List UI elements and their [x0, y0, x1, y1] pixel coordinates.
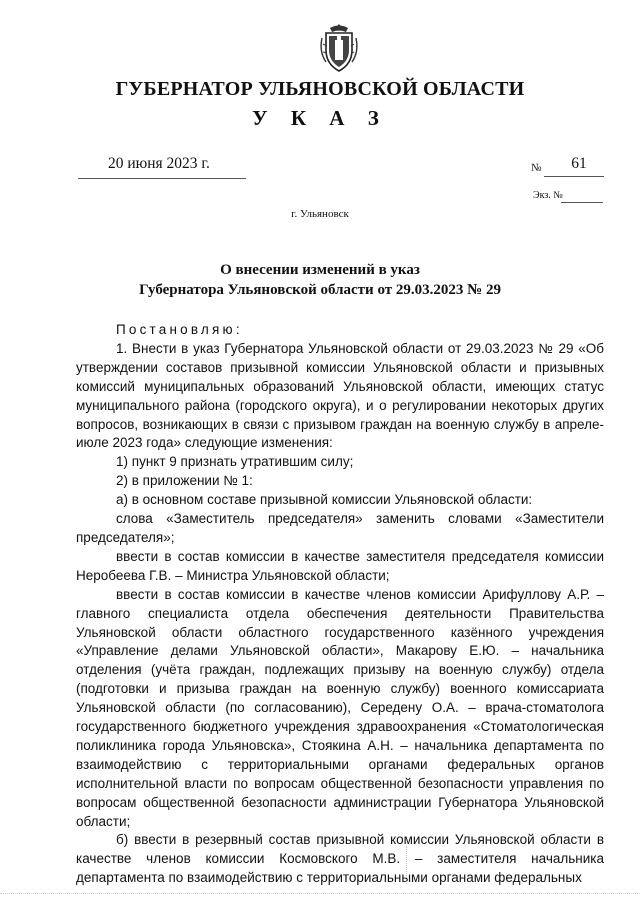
paragraph-5: слова «Заместитель председателя» заменить словами «Заместители председателя»; — [76, 511, 604, 545]
date-underline — [78, 178, 246, 179]
paragraph-6: ввести в состав комиссии в качестве заместителя председателя комиссии Неробеева Г.В. – Министра Ульяновской области; — [76, 548, 604, 583]
paragraph-3: 2) в приложении № 1: — [116, 473, 253, 489]
paragraph-4: а) в основном составе призывной комиссии Ульяновской области: — [116, 492, 533, 508]
number-label: № — [531, 162, 542, 174]
document-number: 61 — [571, 155, 587, 172]
subject-line-2: Губернатора Ульяновской области от 29.03.2023 № 29 — [139, 282, 501, 298]
number-underline — [544, 176, 604, 177]
document-subject — [0, 260, 640, 300]
paragraph-7: ввести в состав комиссии в качестве членов комиссии Арифуллову А.Р. – главного специалиста отдела обеспечения деятельности Правительства Ульяновской области областного государственного казённого учреждения «Управление делами Ульяновской области», Макарову Е.Ю. – начальника отделения (учёта граждан, подлежащих призыву на военную службу) отдела (подготовки и призыва граждан на военную службу) военного комиссариата Ульяновской области (по согласованию), Середену О.А. – врача-стоматолога государственного бюджетного учреждения здравоохранения «Стоматологическая поликлиника города Ульяновска», Стоякина А.Н. – начальника департамента по взаимодействию с территориальными органами федеральных органов исполнительной власти по вопросам общественной безопасности управления по вопросам общественной безопасности администрации Губернатора Ульяновской области; — [76, 586, 604, 829]
copy-number-label: Экз. № — [533, 190, 563, 201]
issuer-title: ГУБЕРНАТОР УЛЬЯНОВСКОЙ ОБЛАСТИ — [115, 78, 525, 100]
document-date: 20 июня 2023 г. — [108, 155, 210, 172]
document-body — [76, 321, 604, 888]
subject-line-1: О внесении изменений в указ — [220, 262, 420, 278]
paragraph-8: б) ввести в резервный состав призывной комиссии Ульяновской области в качестве членов комиссии Космовского М.В. – заместителя начальника департамента по взаимодействию с территориальными органами федеральных — [76, 832, 604, 886]
issue-city: г. Ульяновск — [291, 208, 349, 220]
scan-footer-strip — [0, 893, 640, 906]
decree-word: Постановляю: — [116, 322, 243, 337]
copy-number-underline — [561, 202, 603, 203]
paragraph-2: 1) пункт 9 признать утратившим силу; — [116, 454, 354, 470]
document-type: У К А З — [252, 106, 388, 130]
faint-stamp-mark — [406, 846, 447, 884]
coat-of-arms-icon — [318, 22, 360, 74]
paragraph-1: 1. Внести в указ Губернатора Ульяновской области от 29.03.2023 № 29 «Об утверждении составов призывной комиссии Ульяновской области и призывных комиссий муниципальных образований Ульяновской области, имеющих статус муниципального района (городского округа), и о регулировании некоторых других вопросов, возникающих в связи с призывом граждан на военную службу в апреле-июле 2023 года» следующие изменения: — [76, 340, 604, 451]
